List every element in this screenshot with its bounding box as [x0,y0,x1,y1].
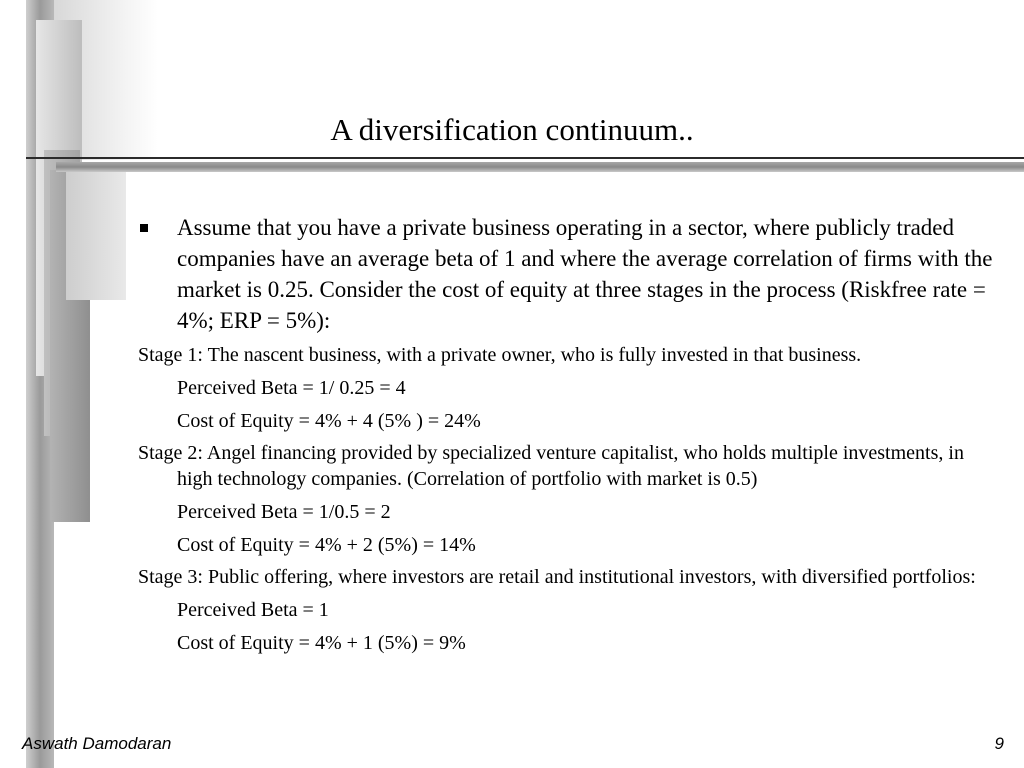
stage-3-beta: Perceived Beta = 1 [177,599,329,621]
stage-1-heading: Stage 1: The nascent business, with a private owner, who is fully invested in that business. [138,344,862,366]
main-bullet-text: Assume that you have a private business operating in a sector, where publicly traded companies have an average beta of 1 and where the average correlation of firms with the market is 0.25. Consider the cost of equity at three stages in the process (Riskfree rate = 4%; ERP = 5%): [177,215,993,333]
stage-1-cost: Cost of Equity = 4% + 4 (5% ) = 24% [177,410,481,432]
slide-title: A diversification continuum.. [330,112,694,147]
stage-2-heading: Stage 2: Angel financing provided by specialized venture capitalist, who holds multiple investments, in high technology companies. (Correlation of portfolio with market is 0.5) [138,442,964,490]
main-bullet [138,212,998,336]
stage-2-beta: Perceived Beta = 1/0.5 = 2 [177,501,391,523]
title-divider [26,157,1024,159]
stage-3-cost: Cost of Equity = 4% + 1 (5%) = 9% [177,632,466,654]
footer-author: Aswath Damodaran [22,734,172,753]
stage-3-heading: Stage 3: Public offering, where investors are retail and institutional investors, with diversified portfolios: [138,566,976,588]
slide-content [138,212,998,656]
page-number: 9 [994,734,1004,753]
square-bullet-icon [140,224,148,232]
stage-1-beta: Perceived Beta = 1/ 0.25 = 4 [177,377,406,399]
title-divider-shadow [56,162,1024,172]
stage-2-cost: Cost of Equity = 4% + 2 (5%) = 14% [177,534,476,556]
decorative-bar [66,172,126,300]
